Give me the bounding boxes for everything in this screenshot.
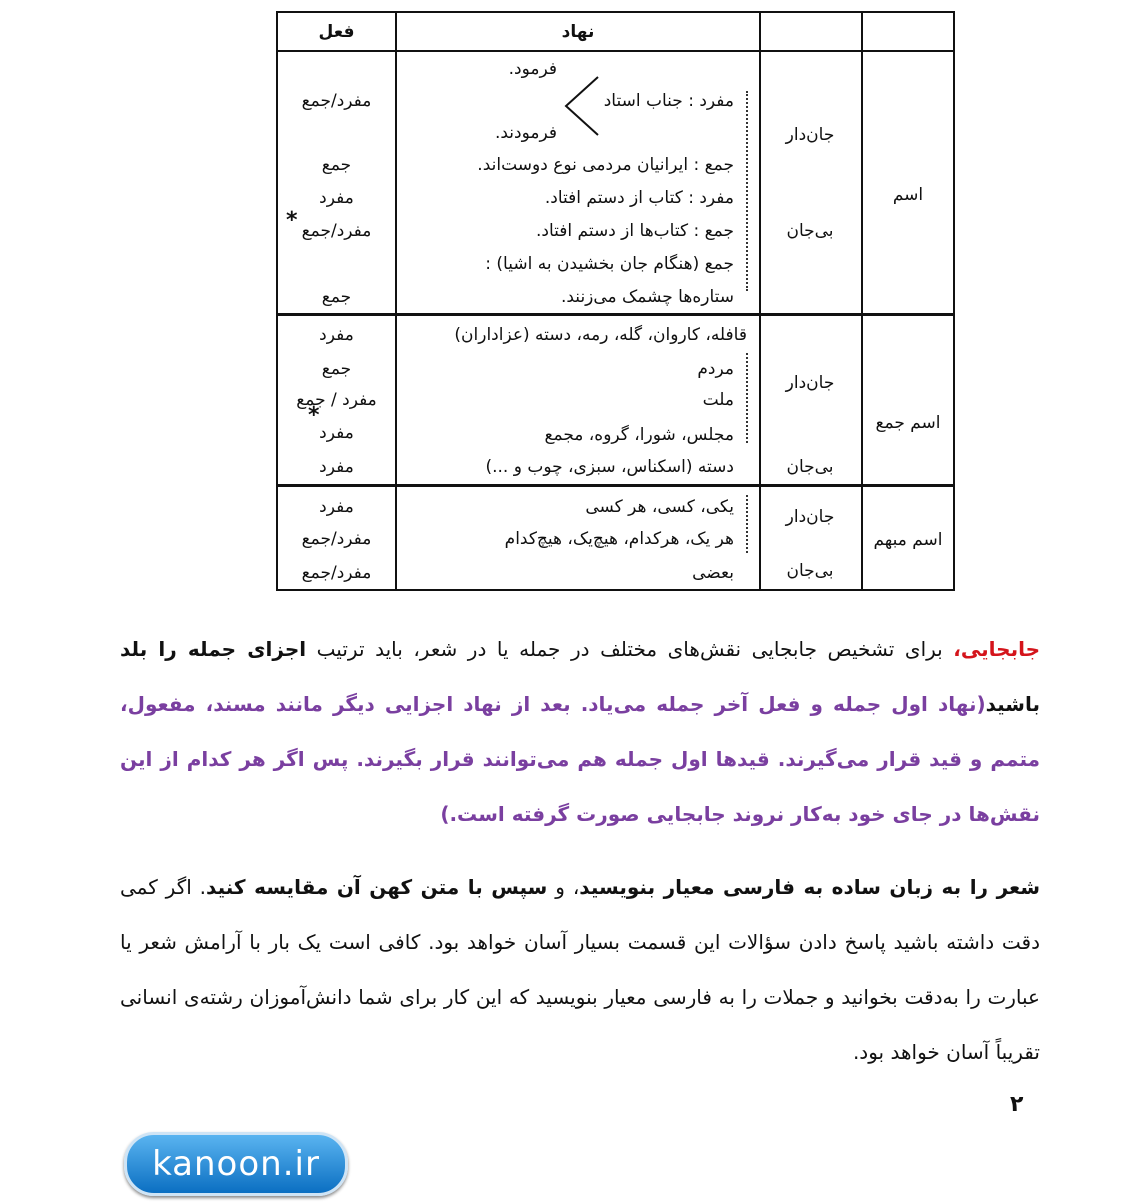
table-col-rule xyxy=(759,13,761,589)
page-number: ۲ xyxy=(1010,1092,1024,1117)
term-displacement: جابجایی، xyxy=(953,637,1040,661)
paragraph-text: برای تشخیص جابجایی نقش‌های مختلف در جمله یا در شعر، باید ترتیب xyxy=(306,637,954,661)
table-col-rule xyxy=(395,13,397,589)
inanimate-label: بی‌جان xyxy=(786,561,834,581)
dotted-bracket xyxy=(746,91,748,291)
subject-line: جمع : ایرانیان مردمی نوع دوست‌اند. xyxy=(477,155,734,175)
subject-line: دسته (اسکناس، سبزی، چوب و ...) xyxy=(485,457,734,477)
table-col-rule xyxy=(861,13,863,589)
inanimate-label: بی‌جان xyxy=(786,221,834,241)
animate-label: جان‌دار xyxy=(785,125,835,145)
subject-line: فرمود. xyxy=(508,59,557,79)
subject-line: بعضی xyxy=(692,563,734,583)
verb-cell: مفرد/جمع xyxy=(301,563,372,583)
paragraph-bold: شعر را به زبان ساده به فارسی معیار بنویسید xyxy=(579,875,1040,899)
grammar-table xyxy=(276,11,955,591)
verb-cell: جمع xyxy=(321,287,352,307)
dotted-bracket xyxy=(746,353,748,443)
subject-line: یکی، کسی، هر کسی xyxy=(585,497,734,517)
table-header-rule xyxy=(278,50,953,52)
subject-line: فرمودند. xyxy=(494,123,557,143)
inanimate-label: بی‌جان xyxy=(786,457,834,477)
subject-line: هر یک، هرکدام، هیچ‌یک، هیچ‌کدام xyxy=(504,529,734,549)
subject-line: قافله، کاروان، گله، رمه، دسته (عزاداران) xyxy=(454,325,747,345)
header-verb: فعل xyxy=(318,22,355,42)
subject-line: جمع (هنگام جان بخشیدن به اشیا) : xyxy=(485,254,734,274)
subject-line: مجلس، شورا، گروه، مجمع xyxy=(544,425,734,445)
star-mark: * xyxy=(308,403,320,428)
paragraph-text: . اگر کمی دقت داشته باشید پاسخ دادن سؤالات این قسمت بسیار آسان خواهد بود. کافی است یک بار با آرامش شعر یا عبارت را به‌دقت بخوانید و جملات را به فارسی معیار بنویسید که این کار برای شما دانش‌آموزان رشته‌ی انسانی تقریباً آسان خواهد بود. xyxy=(120,875,1040,1064)
group-noun: اسم xyxy=(892,185,924,205)
verb-cell: مفرد xyxy=(319,423,354,443)
verb-cell: مفرد/جمع xyxy=(301,91,372,111)
subject-line: جمع : کتاب‌ها از دستم افتاد. xyxy=(535,221,734,241)
paragraph-poetry xyxy=(120,860,1040,1080)
star-mark: * xyxy=(286,208,298,233)
paragraph-bold: سپس با متن کهن آن مقایسه کنید xyxy=(206,875,548,899)
subject-line: ستاره‌ها چشمک می‌زنند. xyxy=(560,287,734,307)
paragraph-purple: (نهاد اول جمله و فعل آخر جمله می‌یاد. بعد از نهاد اجزایی دیگر مانند مسند، مفعول، متمم و قید قرار می‌گیرند. قیدها اول جمله هم می‌توانند قرار بگیرند. پس اگر هر کدام از این نقش‌ها در جای خود به‌کار نروند جابجایی صورت گرفته است.) xyxy=(120,692,1040,826)
table-row-rule xyxy=(278,484,953,487)
verb-cell: مفرد xyxy=(319,325,354,345)
verb-cell: مفرد / جمع xyxy=(296,390,377,410)
verb-cell: مفرد xyxy=(319,188,354,208)
table-row-rule xyxy=(278,313,953,316)
header-subject: نهاد xyxy=(561,22,595,42)
verb-cell: مفرد/جمع xyxy=(301,529,372,549)
verb-cell: مفرد xyxy=(319,457,354,477)
animate-label: جان‌دار xyxy=(785,373,835,393)
verb-cell: مفرد xyxy=(319,497,354,517)
dotted-bracket xyxy=(746,495,748,553)
group-collective: اسم جمع xyxy=(875,413,941,433)
branch-bracket-icon xyxy=(562,73,602,139)
paragraph-bold: اجزای جمله را بلد باشید xyxy=(120,637,1040,716)
paragraph-text: ، و xyxy=(547,875,580,899)
group-vague: اسم مبهم xyxy=(873,530,943,550)
subject-line: ملت xyxy=(702,390,734,410)
subject-line: مردم xyxy=(697,359,734,379)
animate-label: جان‌دار xyxy=(785,507,835,527)
kanoon-logo: kanoon.ir xyxy=(124,1132,348,1196)
verb-cell: جمع xyxy=(321,359,352,379)
subject-line: مفرد : جناب استاد xyxy=(603,91,734,111)
verb-cell: جمع xyxy=(321,155,352,175)
paragraph-displacement xyxy=(120,622,1040,842)
subject-line: مفرد : کتاب از دستم افتاد. xyxy=(544,188,734,208)
verb-cell: مفرد/جمع xyxy=(301,221,372,241)
